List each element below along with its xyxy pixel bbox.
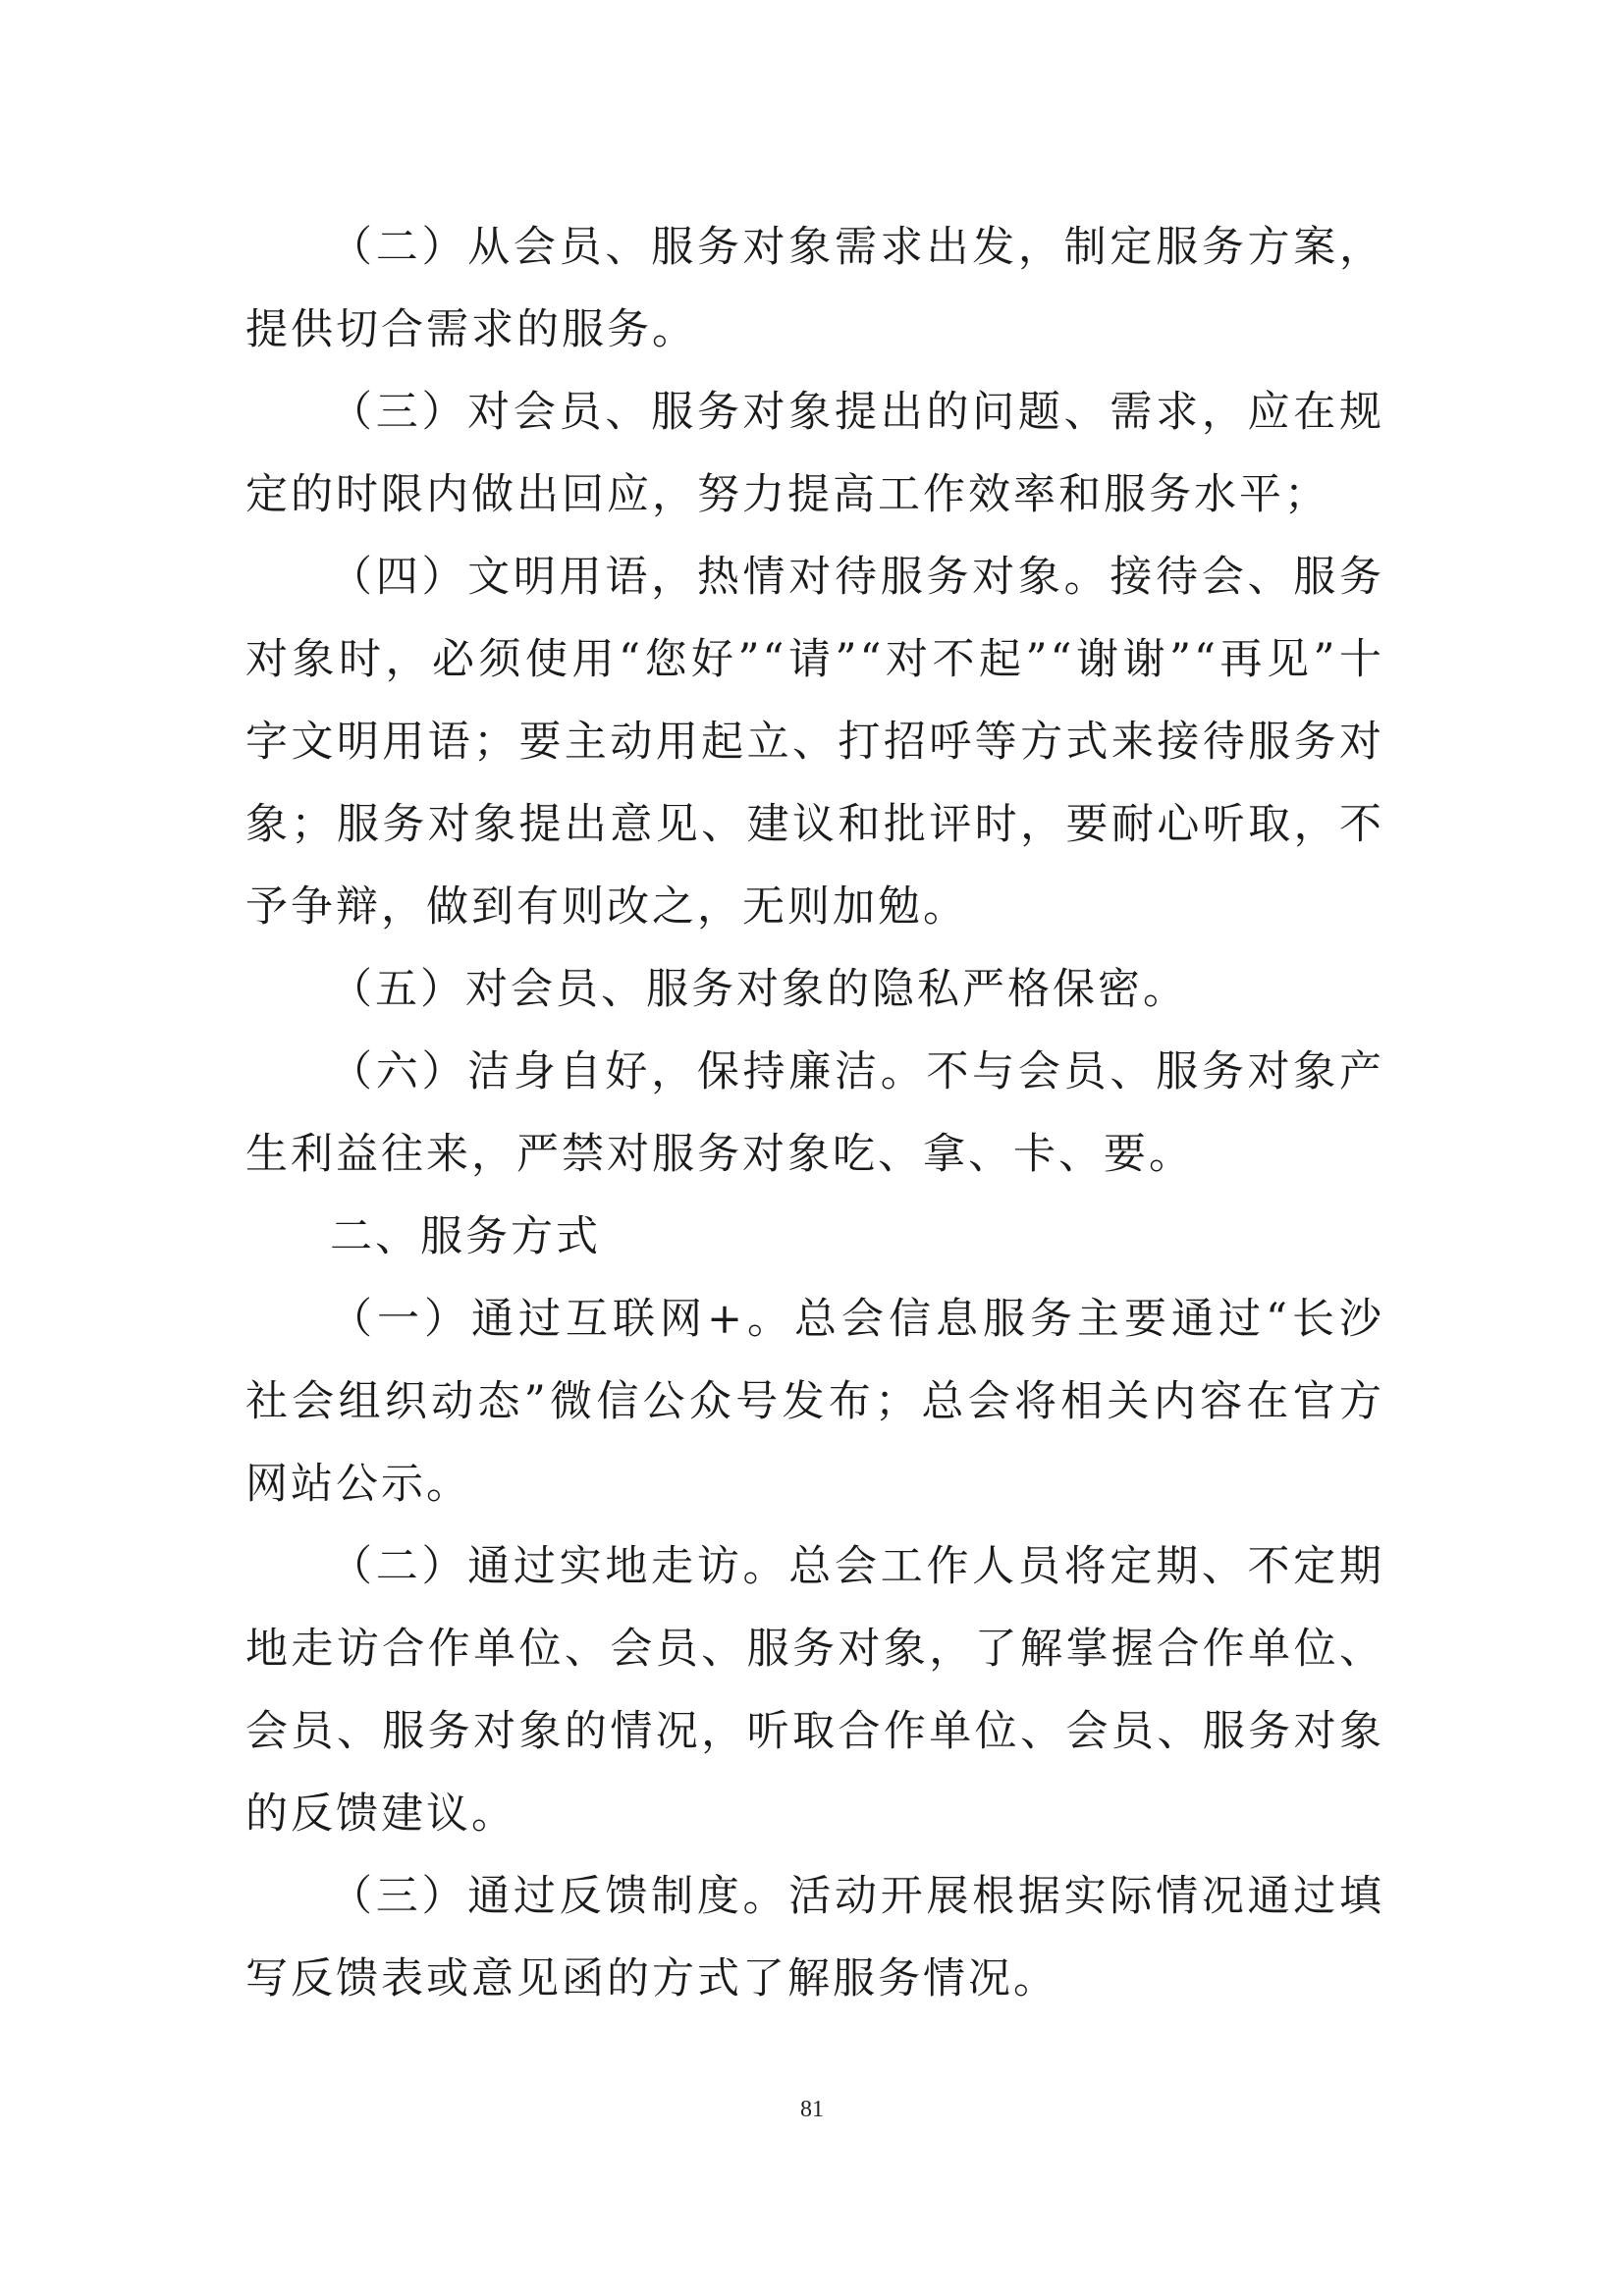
paragraph-feedback: （三）通过反馈制度。活动开展根据实际情况通过填写反馈表或意见函的方式了解服务情况。 bbox=[245, 1872, 1384, 2003]
page-number: 81 bbox=[800, 2097, 824, 2122]
document-body bbox=[245, 206, 1384, 2020]
paragraph-service-plan: （二）从会员、服务对象需求出发，制定服务方案，提供切合需求的服务。 bbox=[245, 223, 1384, 354]
paragraph-response-time: （三）对会员、服务对象提出的问题、需求，应在规定的时限内做出回应，努力提高工作效率和服务水平； bbox=[245, 388, 1384, 519]
paragraph-civil-language: （四）文明用语，热情对待服务对象。接待会、服务对象时，必须使用“您好”“请”“对不起”“谢谢”“再见”十字文明用语；要主动用起立、打招呼等方式来接待服务对象；服务对象提出意见、建议和批评时，要耐心听取，不予争辩，做到有则改之，无则加勉。 bbox=[245, 553, 1384, 932]
paragraph-integrity: （六）洁身自好，保持廉洁。不与会员、服务对象产生利益往来，严禁对服务对象吃、拿、卡、要。 bbox=[245, 1047, 1384, 1179]
paragraph-privacy: （五）对会员、服务对象的隐私严格保密。 bbox=[330, 965, 1188, 1014]
paragraph-field-visits: （二）通过实地走访。总会工作人员将定期、不定期地走访合作单位、会员、服务对象，了解掌握合作单位、会员、服务对象的情况，听取合作单位、会员、服务对象的反馈建议。 bbox=[245, 1542, 1384, 1839]
paragraph-internet: （一）通过互联网+。总会信息服务主要通过“长沙社会组织动态”微信公众号发布；总会将相关内容在官方网站公示。 bbox=[245, 1295, 1384, 1509]
section-heading-service-methods: 二、服务方式 bbox=[330, 1212, 601, 1261]
